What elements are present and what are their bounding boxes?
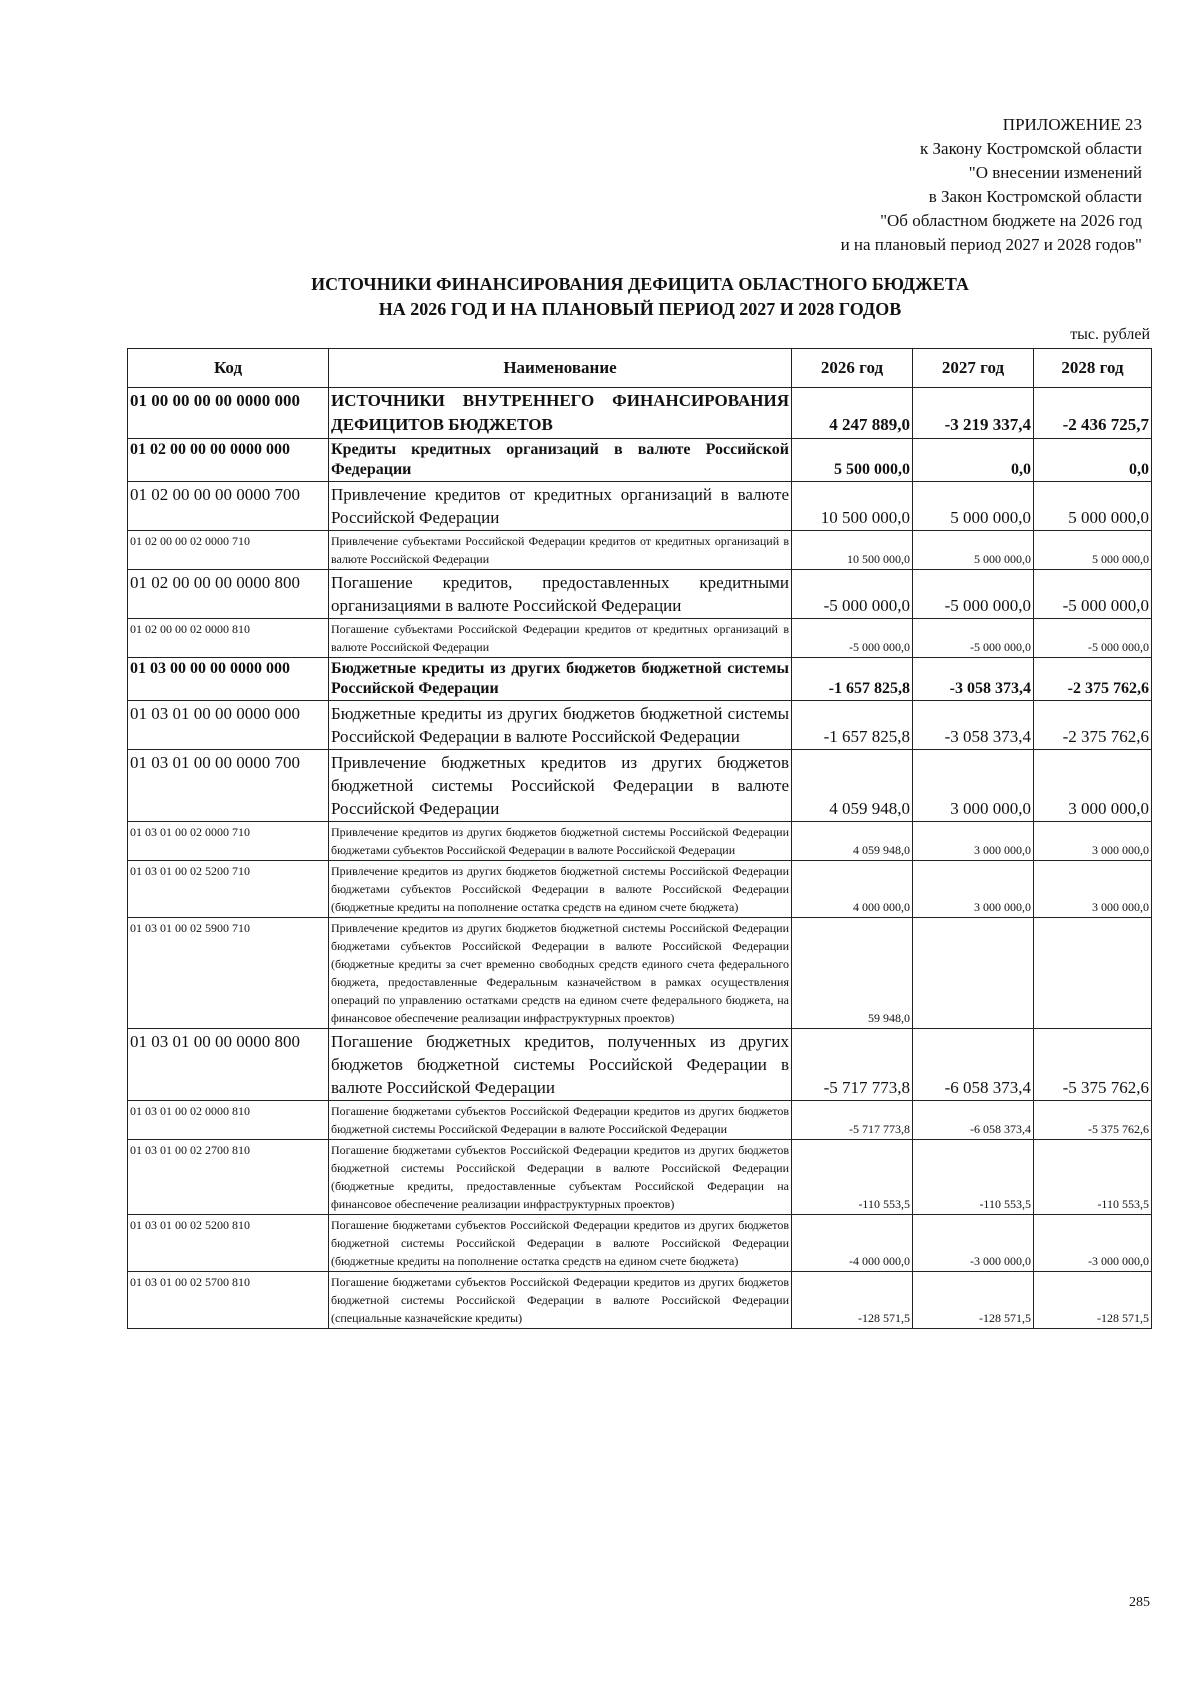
value-2026-cell: 4 247 889,0	[792, 388, 913, 439]
value-2028-cell: -5 375 762,6	[1034, 1029, 1152, 1101]
table-row	[128, 1272, 1152, 1329]
name-cell: Привлечение кредитов из других бюджетов бюджетной системы Российской Федерации бюджетами субъектов Российской Федерации в валюте Российской Федерации (бюджетные кредиты на пополнение остатка средств на едином счете бюджета)	[329, 861, 792, 918]
value-2026-cell: -110 553,5	[792, 1140, 913, 1215]
value-2026-cell: -4 000 000,0	[792, 1215, 913, 1272]
name-cell: Погашение бюджетами субъектов Российской Федерации кредитов из других бюджетов бюджетной системы Российской Федерации в валюте Российской Федерации (бюджетные кредиты, предоставленные субъектам Российской Федерации на финансовое обеспечение реализации инфраструктурных проектов)	[329, 1140, 792, 1215]
appendix-line: и на плановый период 2027 и 2028 годов"	[840, 235, 1142, 254]
name-cell: Бюджетные кредиты из других бюджетов бюджетной системы Российской Федерации	[329, 658, 792, 701]
code-cell: 01 02 00 00 00 0000 000	[128, 439, 329, 482]
value-2027-cell: -5 000 000,0	[913, 570, 1034, 619]
code-cell: 01 02 00 00 02 0000 810	[128, 619, 329, 658]
code-cell: 01 02 00 00 00 0000 800	[128, 570, 329, 619]
code-cell: 01 03 01 00 02 0000 710	[128, 822, 329, 861]
table-header-row	[128, 349, 1152, 388]
value-2027-cell: 3 000 000,0	[913, 750, 1034, 822]
name-cell: Погашение бюджетами субъектов Российской Федерации кредитов из других бюджетов бюджетной системы Российской Федерации в валюте Российской Федерации (бюджетные кредиты на пополнение остатка средств на едином счете бюджета)	[329, 1215, 792, 1272]
value-2028-cell: -128 571,5	[1034, 1272, 1152, 1329]
table-row	[128, 750, 1152, 822]
appendix-line: "Об областном бюджете на 2026 год	[880, 211, 1142, 230]
name-cell: Привлечение кредитов от кредитных организаций в валюте Российской Федерации	[329, 482, 792, 531]
value-2028-cell: 5 000 000,0	[1034, 482, 1152, 531]
value-2026-cell: 4 059 948,0	[792, 750, 913, 822]
column-header-2028: 2028 год	[1034, 349, 1152, 388]
value-2028-cell: -5 000 000,0	[1034, 570, 1152, 619]
name-cell: Привлечение кредитов из других бюджетов бюджетной системы Российской Федерации бюджетами субъектов Российской Федерации в валюте Российской Федерации (бюджетные кредиты за счет временно свободных средств единого счета федерального бюджета, предоставленные Федеральным казначейством в рамках осуществления операций по управлению остатками средств на едином счете федерального бюджета, на финансовое обеспечение реализации инфраструктурных проектов)	[329, 918, 792, 1029]
value-2028-cell: -2 436 725,7	[1034, 388, 1152, 439]
name-cell: Привлечение кредитов из других бюджетов бюджетной системы Российской Федерации бюджетами субъектов Российской Федерации в валюте Российской Федерации	[329, 822, 792, 861]
value-2028-cell: -2 375 762,6	[1034, 658, 1152, 701]
code-cell: 01 03 01 00 02 2700 810	[128, 1140, 329, 1215]
value-2028-cell: -5 375 762,6	[1034, 1101, 1152, 1140]
column-header-code: Код	[128, 349, 329, 388]
table-row	[128, 1215, 1152, 1272]
document-title	[120, 272, 1160, 322]
code-cell: 01 03 01 00 00 0000 000	[128, 701, 329, 750]
value-2027-cell: -128 571,5	[913, 1272, 1034, 1329]
code-cell: 01 03 01 00 00 0000 700	[128, 750, 329, 822]
value-2026-cell: 5 500 000,0	[792, 439, 913, 482]
name-cell: Погашение бюджетных кредитов, полученных из других бюджетов бюджетной системы Российской Федерации в валюте Российской Федерации	[329, 1029, 792, 1101]
value-2027-cell: -3 219 337,4	[913, 388, 1034, 439]
name-cell: ИСТОЧНИКИ ВНУТРЕННЕГО ФИНАНСИРОВАНИЯ ДЕФИЦИТОВ БЮДЖЕТОВ	[329, 388, 792, 439]
value-2026-cell: -5 000 000,0	[792, 619, 913, 658]
table-body	[128, 388, 1152, 1329]
value-2028-cell: -2 375 762,6	[1034, 701, 1152, 750]
value-2026-cell: 4 000 000,0	[792, 861, 913, 918]
value-2026-cell: -128 571,5	[792, 1272, 913, 1329]
appendix-line: в Закон Костромской области	[928, 187, 1142, 206]
value-2028-cell: 3 000 000,0	[1034, 822, 1152, 861]
table-row	[128, 482, 1152, 531]
name-cell: Привлечение бюджетных кредитов из других бюджетов бюджетной системы Российской Федерации в валюте Российской Федерации	[329, 750, 792, 822]
column-header-2027: 2027 год	[913, 349, 1034, 388]
table-row	[128, 1029, 1152, 1101]
table-row	[128, 658, 1152, 701]
appendix-line: к Закону Костромской области	[920, 139, 1142, 158]
table-row	[128, 861, 1152, 918]
value-2027-cell: 3 000 000,0	[913, 861, 1034, 918]
value-2028-cell: -110 553,5	[1034, 1140, 1152, 1215]
code-cell: 01 02 00 00 02 0000 710	[128, 531, 329, 570]
value-2026-cell: 59 948,0	[792, 918, 913, 1029]
value-2026-cell: -5 717 773,8	[792, 1029, 913, 1101]
value-2027-cell: -3 000 000,0	[913, 1215, 1034, 1272]
value-2026-cell: -1 657 825,8	[792, 658, 913, 701]
column-header-name: Наименование	[329, 349, 792, 388]
appendix-line: ПРИЛОЖЕНИЕ 23	[1002, 115, 1142, 134]
value-2028-cell: -5 000 000,0	[1034, 619, 1152, 658]
code-cell: 01 03 01 00 02 5200 710	[128, 861, 329, 918]
value-2028-cell: 3 000 000,0	[1034, 750, 1152, 822]
column-header-2026: 2026 год	[792, 349, 913, 388]
value-2027-cell: -6 058 373,4	[913, 1101, 1034, 1140]
value-2026-cell: 10 500 000,0	[792, 531, 913, 570]
code-cell: 01 03 01 00 02 5200 810	[128, 1215, 329, 1272]
value-2028-cell: 5 000 000,0	[1034, 531, 1152, 570]
name-cell: Погашение бюджетами субъектов Российской Федерации кредитов из других бюджетов бюджетной системы Российской Федерации в валюте Российской Федерации (специальные казначейские кредиты)	[329, 1272, 792, 1329]
code-cell: 01 03 01 00 00 0000 800	[128, 1029, 329, 1101]
value-2027-cell: -3 058 373,4	[913, 701, 1034, 750]
value-2026-cell: -5 717 773,8	[792, 1101, 913, 1140]
table-row	[128, 388, 1152, 439]
value-2026-cell: 4 059 948,0	[792, 822, 913, 861]
appendix-header	[622, 113, 1142, 257]
name-cell: Кредиты кредитных организаций в валюте Российской Федерации	[329, 439, 792, 482]
value-2026-cell: -1 657 825,8	[792, 701, 913, 750]
financing-sources-table	[127, 348, 1152, 1329]
code-cell: 01 00 00 00 00 0000 000	[128, 388, 329, 439]
code-cell: 01 03 00 00 00 0000 000	[128, 658, 329, 701]
value-2027-cell: -3 058 373,4	[913, 658, 1034, 701]
title-line: НА 2026 ГОД И НА ПЛАНОВЫЙ ПЕРИОД 2027 И 2028 ГОДОВ	[378, 299, 902, 319]
code-cell: 01 03 01 00 02 0000 810	[128, 1101, 329, 1140]
appendix-line: "О внесении изменений	[968, 163, 1142, 182]
name-cell: Погашение субъектами Российской Федерации кредитов от кредитных организаций в валюте Российской Федерации	[329, 619, 792, 658]
value-2028-cell: 3 000 000,0	[1034, 861, 1152, 918]
name-cell: Погашение кредитов, предоставленных кредитными организациями в валюте Российской Федерации	[329, 570, 792, 619]
table-row	[128, 822, 1152, 861]
title-line: ИСТОЧНИКИ ФИНАНСИРОВАНИЯ ДЕФИЦИТА ОБЛАСТНОГО БЮДЖЕТА	[311, 274, 969, 294]
table-row	[128, 1101, 1152, 1140]
table-row	[128, 439, 1152, 482]
value-2028-cell: 0,0	[1034, 439, 1152, 482]
table-row	[128, 918, 1152, 1029]
page-number: 285	[1129, 1595, 1150, 1610]
value-2027-cell: 5 000 000,0	[913, 482, 1034, 531]
value-2026-cell: 10 500 000,0	[792, 482, 913, 531]
table-row	[128, 701, 1152, 750]
value-2028-cell	[1034, 918, 1152, 1029]
units-label: тыс. рублей	[1070, 326, 1150, 343]
value-2028-cell: -3 000 000,0	[1034, 1215, 1152, 1272]
name-cell: Погашение бюджетами субъектов Российской Федерации кредитов из других бюджетов бюджетной системы Российской Федерации в валюте Российской Федерации	[329, 1101, 792, 1140]
value-2027-cell: -110 553,5	[913, 1140, 1034, 1215]
table-row	[128, 531, 1152, 570]
value-2027-cell: -6 058 373,4	[913, 1029, 1034, 1101]
name-cell: Бюджетные кредиты из других бюджетов бюджетной системы Российской Федерации в валюте Российской Федерации	[329, 701, 792, 750]
value-2027-cell: 3 000 000,0	[913, 822, 1034, 861]
value-2027-cell: -5 000 000,0	[913, 619, 1034, 658]
code-cell: 01 03 01 00 02 5900 710	[128, 918, 329, 1029]
value-2026-cell: -5 000 000,0	[792, 570, 913, 619]
table-row	[128, 570, 1152, 619]
table-row	[128, 1140, 1152, 1215]
code-cell: 01 03 01 00 02 5700 810	[128, 1272, 329, 1329]
value-2027-cell: 0,0	[913, 439, 1034, 482]
value-2027-cell: 5 000 000,0	[913, 531, 1034, 570]
value-2027-cell	[913, 918, 1034, 1029]
code-cell: 01 02 00 00 00 0000 700	[128, 482, 329, 531]
table-row	[128, 619, 1152, 658]
name-cell: Привлечение субъектами Российской Федерации кредитов от кредитных организаций в валюте Российской Федерации	[329, 531, 792, 570]
